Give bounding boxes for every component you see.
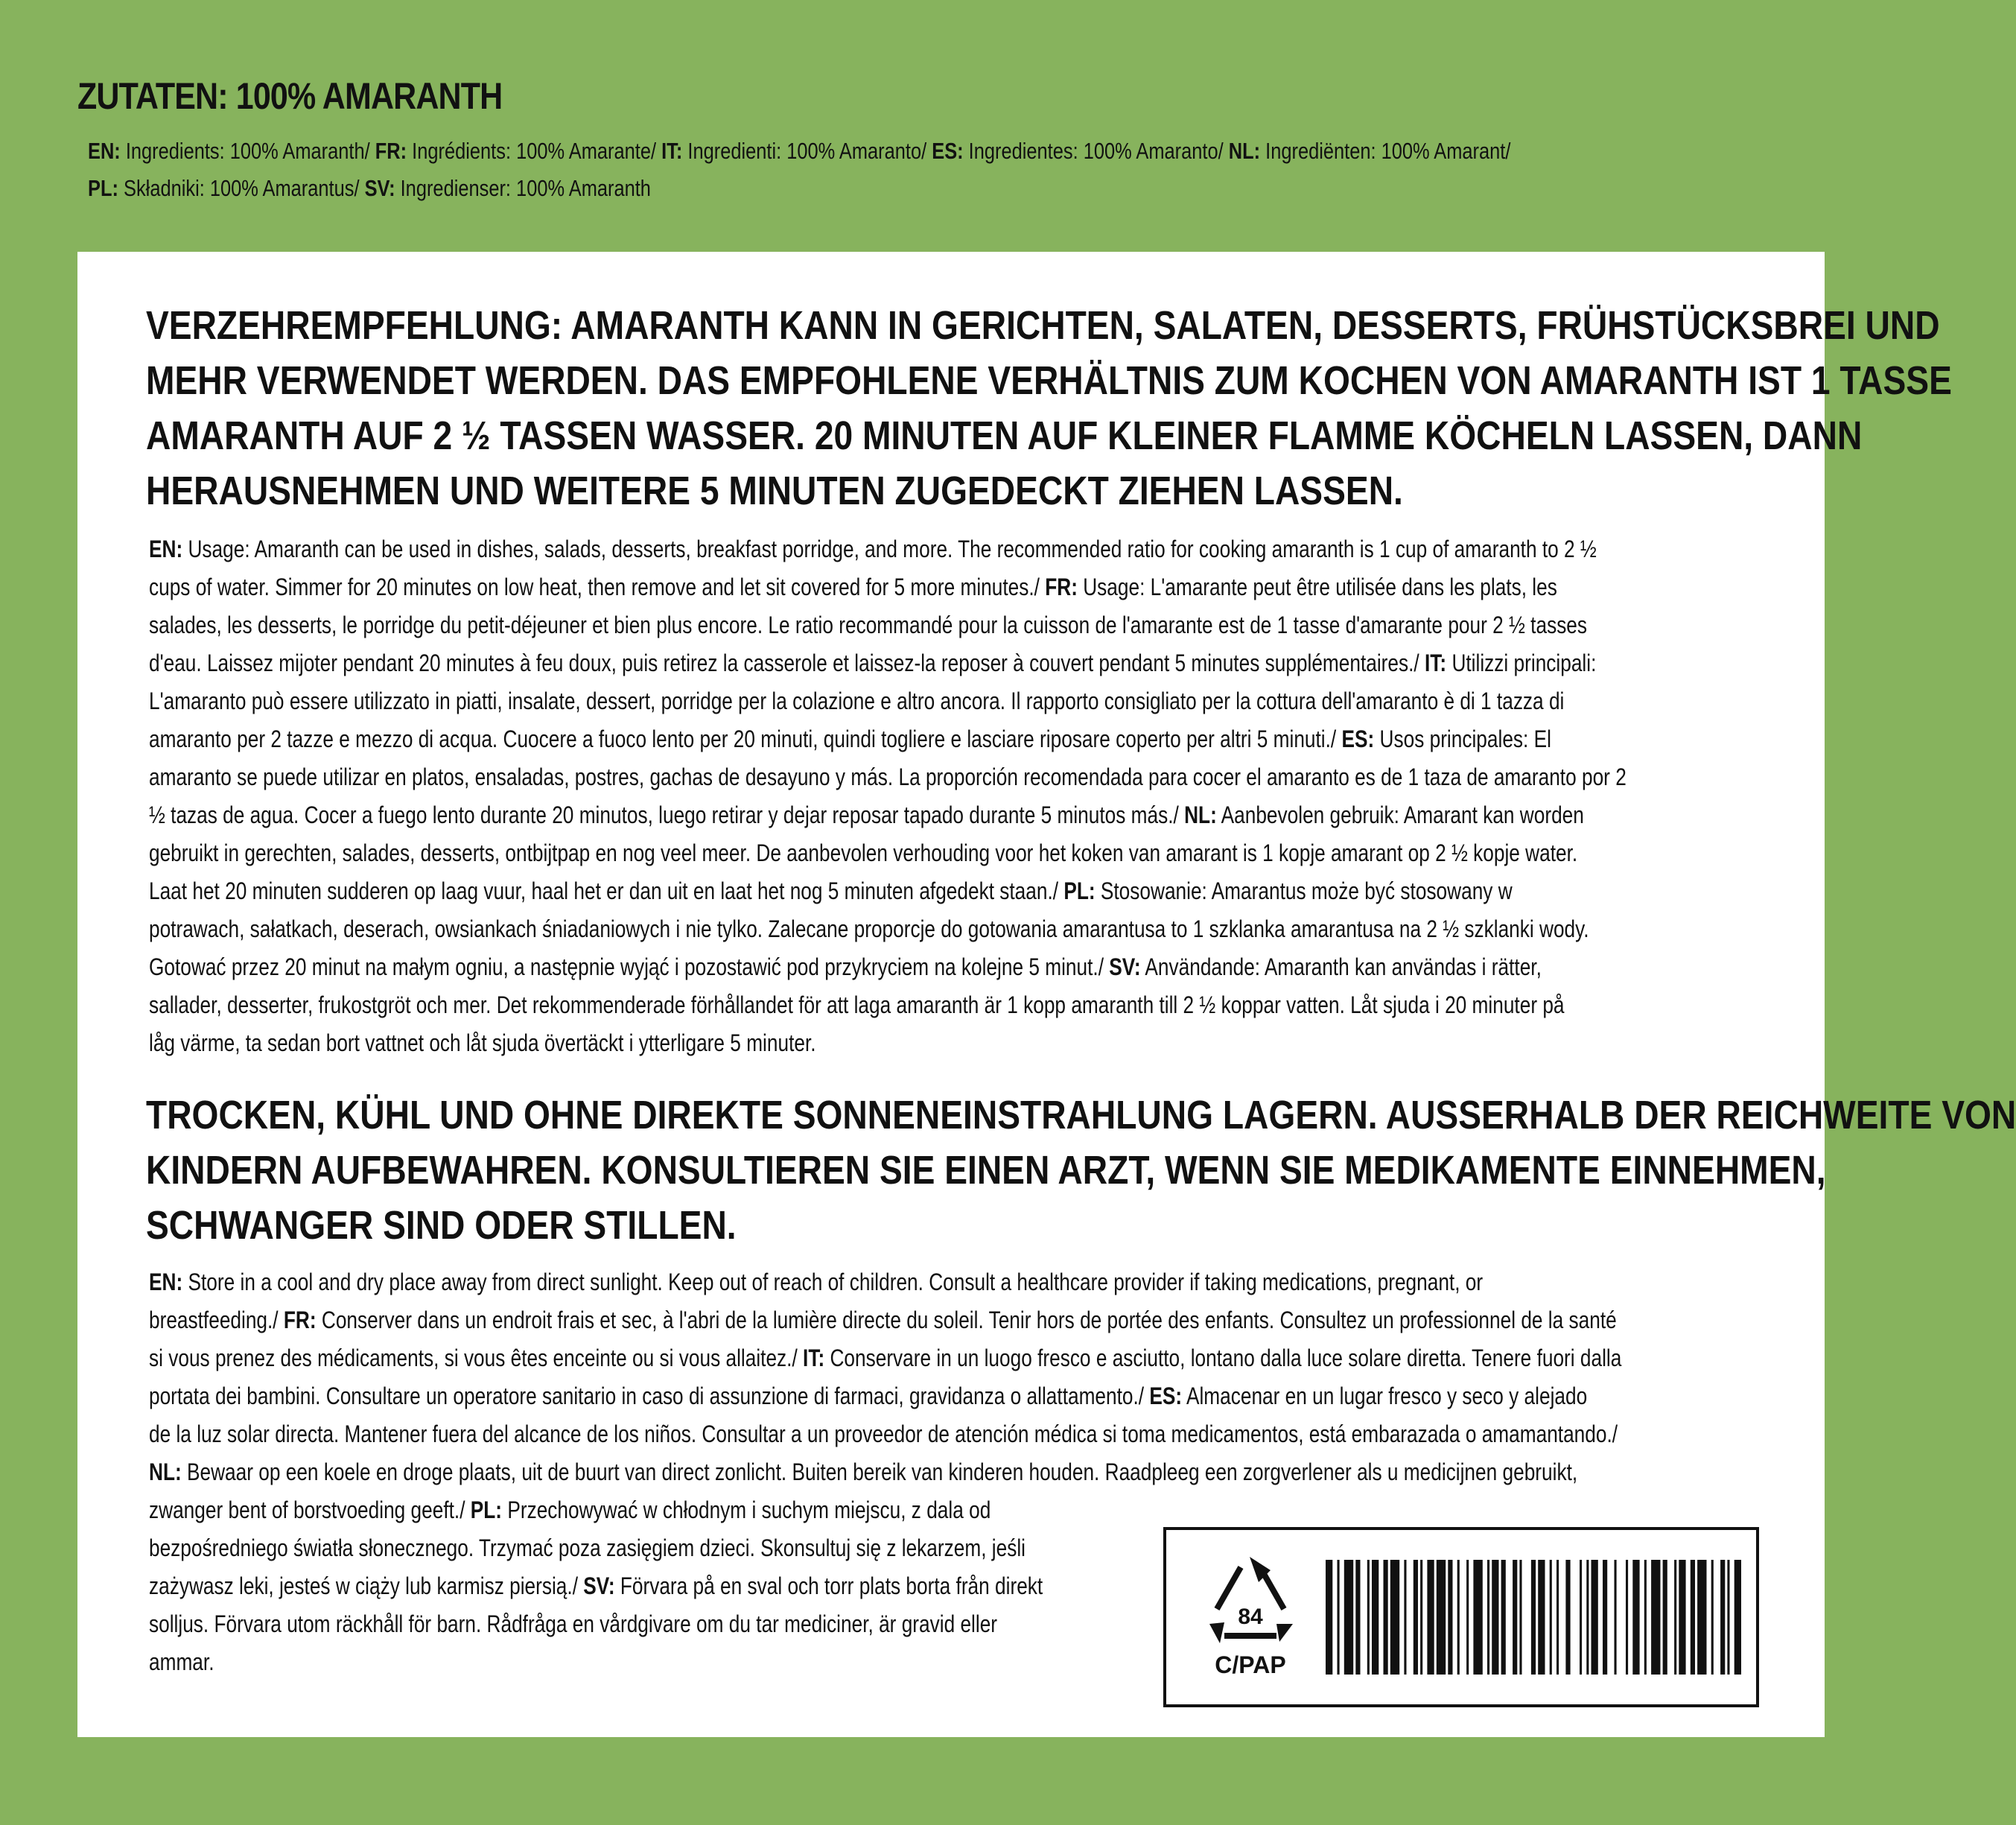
text-segment: si vous prenez des médicaments, si vous êtes enceinte ou si vous allaitez./ bbox=[149, 1345, 804, 1371]
barcode-bar bbox=[1538, 1560, 1545, 1675]
ingredient-text: Ingredientes: 100% Amaranto/ bbox=[963, 138, 1229, 164]
text-line bbox=[149, 834, 1584, 872]
barcode-bar bbox=[1519, 1560, 1521, 1675]
text-segment: låg värme, ta sedan bort vattnet och låt sjuda övertäckt i ytterligare 5 minuter. bbox=[149, 1029, 816, 1056]
text-line bbox=[149, 1453, 1584, 1491]
barcode-bar bbox=[1372, 1560, 1379, 1675]
text-line bbox=[149, 1529, 1151, 1567]
text-line bbox=[149, 1339, 1622, 1377]
text-line bbox=[149, 1377, 1588, 1415]
text-segment: Gotować przez 20 minut na małym ogniu, a następnie wyjąć i pozostawić pod przykryciem na kolejne 5 minut./ bbox=[149, 953, 1110, 980]
language-code: EN: bbox=[88, 138, 121, 164]
text-segment: Usage: Amaranth can be used in dishes, salads, desserts, breakfast porridge, and more. The recommended ratio for cooking amaranth is 1 cup of amaranth to 2 ½ bbox=[182, 536, 1597, 562]
text-line bbox=[149, 530, 1597, 568]
ingredient-text: Ingrédients: 100% Amarante/ bbox=[407, 138, 662, 164]
barcode-bar bbox=[1384, 1560, 1388, 1675]
storage-translations-continued bbox=[149, 1491, 1151, 1681]
barcode-bar bbox=[1580, 1560, 1582, 1675]
text-line bbox=[149, 682, 1584, 720]
barcode-bar bbox=[1679, 1560, 1685, 1675]
text-line bbox=[149, 1301, 1617, 1339]
recycling-triangle-icon bbox=[1202, 1552, 1299, 1683]
barcode-bar bbox=[1691, 1560, 1695, 1675]
text-line bbox=[149, 1263, 1584, 1301]
barcode-bar bbox=[1565, 1560, 1570, 1675]
barcode-bar bbox=[1550, 1560, 1552, 1675]
barcode-bar bbox=[1404, 1560, 1406, 1675]
language-code: NL: bbox=[1228, 138, 1261, 164]
text-segment: Przechowywać w chłodnym i suchym miejscu, z dala od bbox=[502, 1496, 991, 1523]
text-segment: Utilizzi principali: bbox=[1446, 650, 1597, 676]
packaging-label-box bbox=[1163, 1527, 1759, 1707]
text-line bbox=[149, 910, 1589, 948]
text-segment: Laat het 20 minuten sudderen op laag vuur, haal het er dan uit en laat het nog 5 minuten afgedekt staan./ bbox=[149, 877, 1064, 904]
barcode-bar bbox=[1326, 1560, 1332, 1675]
text-segment: Aanbevolen gebruik: Amarant kan worden bbox=[1216, 802, 1584, 828]
text-line bbox=[149, 758, 1627, 796]
text-segment: cups of water. Simmer for 20 minutes on low heat, then remove and let sit covered for 5 more minutes./ bbox=[149, 574, 1046, 600]
barcode-bar bbox=[1414, 1560, 1418, 1675]
heading-line: KINDERN AUFBEWAHREN. KONSULTIEREN SIE EINEN ARZT, WENN SIE MEDIKAMENTE EINNEHMEN, bbox=[146, 1148, 1826, 1193]
barcode-bar bbox=[1720, 1560, 1725, 1675]
ingredient-text: Ingredients: 100% Amaranth/ bbox=[120, 138, 375, 164]
heading-line: AMARANTH AUF 2 ½ TASSEN WASSER. 20 MINUTEN AUF KLEINER FLAMME KÖCHELN LASSEN, DANN bbox=[146, 413, 1863, 458]
text-line bbox=[149, 568, 1584, 606]
info-panel bbox=[77, 252, 2016, 1737]
ingredient-text: Ingredienti: 100% Amaranto/ bbox=[682, 138, 932, 164]
language-code: IT: bbox=[1425, 650, 1447, 676]
barcode-bar bbox=[1390, 1560, 1399, 1675]
text-line bbox=[149, 1415, 1618, 1453]
barcode-icon bbox=[1326, 1560, 1743, 1675]
barcode-bar bbox=[1674, 1560, 1676, 1675]
barcode-bar bbox=[1734, 1560, 1741, 1675]
barcode-bar bbox=[1531, 1560, 1536, 1675]
barcode-bar bbox=[1615, 1560, 1617, 1675]
text-line bbox=[149, 606, 1588, 644]
language-code: SV: bbox=[1109, 953, 1141, 980]
usage-translations bbox=[149, 530, 1627, 1062]
text-segment: salades, les desserts, le porridge du petit-déjeuner et bien plus encore. Le ratio recommandé pour la cuisson de l'amarante est de 1 tasse d'amarante pour 2 ½ tasses bbox=[149, 612, 1588, 638]
ingredient-text: Składniki: 100% Amarantus/ bbox=[118, 175, 365, 201]
barcode-bar bbox=[1727, 1560, 1729, 1675]
text-segment: Förvara på en sval och torr plats borta från direkt bbox=[614, 1572, 1043, 1599]
barcode-bar bbox=[1355, 1560, 1360, 1675]
barcode-bar bbox=[1427, 1560, 1434, 1675]
barcode-bar bbox=[1437, 1560, 1446, 1675]
text-line bbox=[149, 872, 1584, 910]
language-code: FR: bbox=[283, 1307, 317, 1333]
text-segment: amaranto se puede utilizar en platos, ensaladas, postres, gachas de desayuno y más. La proporción recomendada para cocer el amaranto es de 1 taza de amaranto por 2 bbox=[149, 764, 1627, 790]
text-segment: Store in a cool and dry place away from direct sunlight. Keep out of reach of children. Consult a healthcare provider if taking medications, pregnant, or bbox=[182, 1269, 1484, 1295]
usage-heading bbox=[146, 298, 1952, 518]
text-segment: Användande: Amaranth kan användas i rätter, bbox=[1140, 953, 1542, 980]
barcode-bar bbox=[1492, 1560, 1498, 1675]
heading-line: TROCKEN, KÜHL UND OHNE DIREKTE SONNENEINSTRAHLUNG LAGERN. AUSSERHALB DER REICHWEITE VON bbox=[146, 1093, 2016, 1137]
barcode-bar bbox=[1457, 1560, 1460, 1675]
recycling-number: 84 bbox=[1238, 1605, 1263, 1629]
ingredients-line bbox=[88, 133, 1511, 170]
barcode-bar bbox=[1644, 1560, 1647, 1675]
language-code: ES: bbox=[1341, 726, 1375, 752]
heading-line: MEHR VERWENDET WERDEN. DAS EMPFOHLENE VERHÄLTNIS ZUM KOCHEN VON AMARANTH IST 1 TASSE bbox=[146, 358, 1952, 403]
barcode-bar bbox=[1586, 1560, 1589, 1675]
text-segment: Stosowanie: Amarantus może być stosowany w bbox=[1095, 877, 1513, 904]
text-line bbox=[149, 1643, 1151, 1681]
text-segment: gebruikt in gerechten, salades, desserts, ontbijtpap en nog veel meer. De aanbevolen verhouding voor het koken van amarant is 1 kopje amarant op 2 ½ kopje water. bbox=[149, 840, 1578, 866]
barcode-bar bbox=[1513, 1560, 1517, 1675]
text-segment: Conserver dans un endroit frais et sec, à l'abri de la lumière directe du soleil. Tenir hors de portée des enfants. Consultez un professionnel de la santé bbox=[316, 1307, 1617, 1333]
ingredients-title: ZUTATEN: 100% AMARANTH bbox=[77, 75, 503, 117]
text-segment: Bewaar op een koele en droge plaats, uit de buurt van direct zonlicht. Buiten bereik van kinderen houden. Raadpleeg een zorgverlener als u medicijnen gebruikt, bbox=[181, 1459, 1578, 1485]
barcode-bar bbox=[1420, 1560, 1422, 1675]
barcode-bar bbox=[1632, 1560, 1639, 1675]
language-code: NL: bbox=[149, 1459, 182, 1485]
barcode-bar bbox=[1626, 1560, 1628, 1675]
text-segment: ammar. bbox=[149, 1648, 214, 1675]
text-line bbox=[149, 720, 1584, 758]
text-line bbox=[149, 1567, 1151, 1605]
barcode-bar bbox=[1466, 1560, 1469, 1675]
ingredient-text: Ingredienser: 100% Amaranth bbox=[395, 175, 651, 201]
language-code: EN: bbox=[149, 1269, 183, 1295]
text-line bbox=[149, 796, 1584, 834]
text-segment: Usage: L'amarante peut être utilisée dans les plats, les bbox=[1077, 574, 1557, 600]
barcode-bar bbox=[1344, 1560, 1353, 1675]
language-code: ES: bbox=[932, 138, 964, 164]
barcode-bar bbox=[1711, 1560, 1714, 1675]
storage-translations bbox=[149, 1263, 1622, 1491]
barcode-bar bbox=[1592, 1560, 1598, 1675]
barcode-bar bbox=[1603, 1560, 1607, 1675]
text-segment: zwanger bent of borstvoeding geeft./ bbox=[149, 1496, 471, 1523]
language-code: IT: bbox=[661, 138, 683, 164]
barcode-bar bbox=[1473, 1560, 1482, 1675]
text-segment: amaranto per 2 tazze e mezzo di acqua. Cuocere a fuoco lento per 20 minuti, quindi togliere e lasciare riposare coperto per altri 5 minuti./ bbox=[149, 726, 1342, 752]
language-code: PL: bbox=[1063, 877, 1096, 904]
text-line bbox=[149, 986, 1584, 1024]
text-segment: sallader, desserter, frukostgröt och mer. Det rekommenderade förhållandet för att laga amaranth är 1 kopp amaranth till 2 ½ koppar vatten. Låt sjuda i 20 minuter på bbox=[149, 991, 1565, 1018]
ingredient-text: Ingrediënten: 100% Amarant/ bbox=[1260, 138, 1511, 164]
text-segment: zażywasz leki, jesteś w ciąży lub karmisz piersią./ bbox=[149, 1572, 584, 1599]
language-code: PL: bbox=[88, 175, 118, 201]
barcode-bar bbox=[1338, 1560, 1340, 1675]
recycling-code: C/PAP bbox=[1215, 1651, 1286, 1678]
text-segment: solljus. Förvara utom räckhåll för barn. Rådfråga en vårdgivare om du tar mediciner, är gravid eller bbox=[149, 1610, 998, 1637]
barcode-bar bbox=[1697, 1560, 1706, 1675]
text-segment: d'eau. Laissez mijoter pendant 20 minutes à feu doux, puis retirez la casserole et laissez-la reposer à couvert pendant 5 minutes supplémentaires./ bbox=[149, 650, 1425, 676]
language-code: PL: bbox=[470, 1496, 503, 1523]
text-line bbox=[149, 1491, 1151, 1529]
language-code: SV: bbox=[583, 1572, 615, 1599]
storage-heading bbox=[146, 1088, 2016, 1253]
text-line bbox=[149, 644, 1597, 682]
text-line bbox=[149, 948, 1584, 986]
text-segment: breastfeeding./ bbox=[149, 1307, 284, 1333]
barcode-bar bbox=[1501, 1560, 1506, 1675]
text-segment: L'amaranto può essere utilizzato in piatti, insalate, dessert, porridge per la colazione e altro ancora. Il rapporto consigliato per la cottura dell'amaranto è di 1 tazza di bbox=[149, 688, 1565, 714]
barcode-bar bbox=[1663, 1560, 1667, 1675]
text-segment: de la luz solar directa. Mantener fuera del alcance de los niños. Consultar a un proveedor de atención médica si toma medicamentos, está embarazada o amamantando./ bbox=[149, 1421, 1618, 1447]
text-line bbox=[149, 1024, 1584, 1062]
barcode-bar bbox=[1367, 1560, 1370, 1675]
text-segment: potrawach, sałatkach, deserach, owsiankach śniadaniowych i nie tylko. Zalecane proporcje do gotowania amarantusa to 1 szklanka amarantusa na 2 ½ szklanki wody. bbox=[149, 915, 1589, 942]
language-code: ES: bbox=[1149, 1383, 1183, 1409]
ingredients-translations bbox=[88, 133, 1511, 207]
barcode-bar bbox=[1487, 1560, 1489, 1675]
heading-line: SCHWANGER SIND ODER STILLEN. bbox=[146, 1203, 737, 1248]
text-line bbox=[149, 1605, 1151, 1643]
language-code: FR: bbox=[375, 138, 407, 164]
language-code: IT: bbox=[803, 1345, 825, 1371]
barcode-bar bbox=[1448, 1560, 1452, 1675]
language-code: SV: bbox=[364, 175, 395, 201]
heading-line: VERZEHREMPFEHLUNG: AMARANTH KANN IN GERICHTEN, SALATEN, DESSERTS, FRÜHSTÜCKSBREI UND bbox=[146, 303, 1940, 348]
text-segment: Conservare in un luogo fresco e asciutto, lontano dalla luce solare diretta. Tenere fuori dalla bbox=[824, 1345, 1622, 1371]
ingredients-line bbox=[88, 170, 1486, 207]
barcode-bar bbox=[1556, 1560, 1559, 1675]
language-code: EN: bbox=[149, 536, 183, 562]
language-code: NL: bbox=[1184, 802, 1217, 828]
text-segment: Usos principales: El bbox=[1374, 726, 1551, 752]
heading-line: HERAUSNEHMEN UND WEITERE 5 MINUTEN ZUGEDECKT ZIEHEN LASSEN. bbox=[146, 469, 1403, 513]
language-code: FR: bbox=[1045, 574, 1078, 600]
text-segment: Almacenar en un lugar fresco y seco y alejado bbox=[1182, 1383, 1588, 1409]
barcode-bar bbox=[1651, 1560, 1660, 1675]
text-segment: bezpośredniego światła słonecznego. Trzymać poza zasięgiem dzieci. Skonsultuj się z lekarzem, jeśli bbox=[149, 1534, 1026, 1561]
text-segment: portata dei bambini. Consultare un operatore sanitario in caso di assunzione di farmaci, gravidanza o allattamento./ bbox=[149, 1383, 1150, 1409]
text-segment: ½ tazas de agua. Cocer a fuego lento durante 20 minutos, luego retirar y dejar reposar tapado durante 5 minutos más./ bbox=[149, 802, 1185, 828]
